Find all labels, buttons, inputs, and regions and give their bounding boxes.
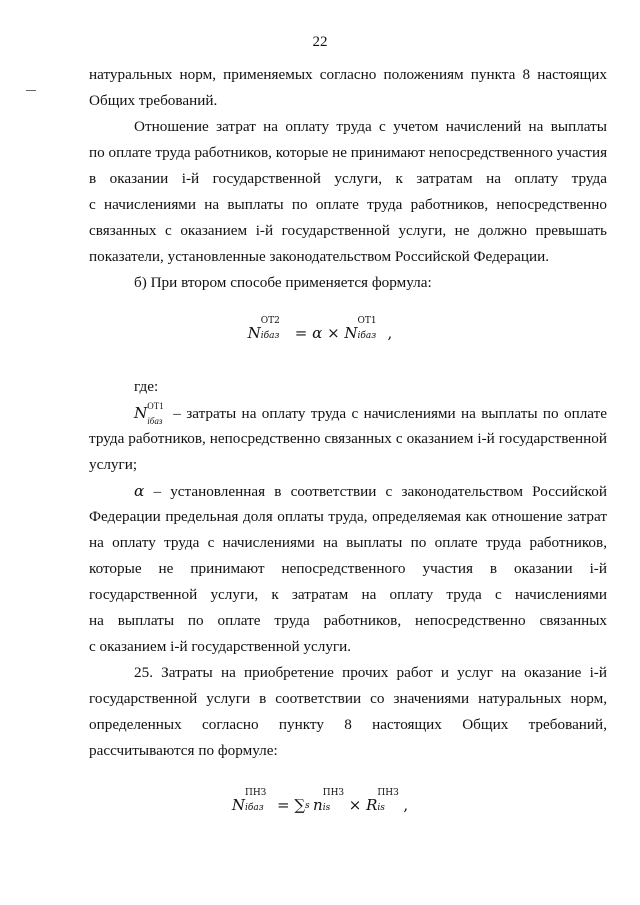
text-line: труда работников, непосредственно связанных с оказанием i-й государственной [89, 430, 607, 447]
paragraph-first-line: б) При втором способе применяется формула: [134, 274, 432, 291]
formula-punctuation: , [387, 324, 393, 342]
paragraph-first-line: 25. Затраты на приобретение прочих работ и услуг на оказание i-й [134, 664, 607, 681]
formula-superscript: ОТ2 [260, 316, 280, 326]
text-line: которые не принимают непосредственного участия в оказании i-й [89, 560, 607, 577]
text-line: на оплату труда с начислениями на выплаты по оплате труда работников, [89, 534, 607, 551]
formula-superscript: ОТ1 [147, 401, 164, 411]
formula-subscript: iбаз [260, 331, 280, 341]
text-line: определенных согласно пункту 8 настоящих Общих требований, [89, 716, 607, 733]
text-line: с оказанием i-й государственной услуги. [89, 638, 352, 655]
text-line: на выплаты по оплате труда работников, непосредственно связанных [89, 612, 607, 629]
formula-punctuation: , [403, 796, 409, 814]
formula-subscript: is [322, 803, 331, 813]
definition-text: – установленная в соответствии с законодательством Российской [153, 483, 608, 500]
formula-superscript: ПНЗ [322, 788, 345, 798]
definition-line [134, 401, 607, 426]
formula-subscript: iбаз [147, 416, 163, 426]
formula-1 [0, 316, 640, 342]
formula-operator: = [276, 796, 290, 814]
formula-symbol: N [231, 796, 245, 814]
formula-subscript: iбаз [357, 331, 377, 341]
formula-operator: × [348, 796, 362, 814]
formula-symbol: N [344, 324, 358, 342]
formula-symbol: α [312, 324, 323, 342]
formula-subscript: s [305, 801, 310, 811]
formula-2 [0, 788, 640, 814]
definition-line [134, 482, 607, 501]
formula-operator: = [294, 324, 308, 342]
formula-superscript: ПНЗ [244, 788, 267, 798]
formula-symbol: N [247, 324, 261, 342]
formula-superscript: ОТ1 [357, 316, 377, 326]
formula-superscript: ПНЗ [377, 788, 399, 798]
text-line: по оплате труда работников, которые не принимают непосредственного участия [89, 144, 608, 161]
text-line: связанных с оказанием i-й государственной услуги, не должно превышать [89, 222, 607, 239]
formula-sum-sign: ∑ [294, 796, 306, 814]
text-line: услуги; [89, 456, 138, 473]
formula-subscript: iбаз [244, 803, 264, 813]
text-line: показатели, установленные законодательством Российской Федерации. [89, 248, 550, 265]
text-line: Общих требований. [89, 92, 218, 109]
text-line: рассчитываются по формуле: [89, 742, 278, 759]
text-line: государственной услуги, к затратам на оплату труда с начислениями [89, 586, 607, 603]
paragraph-first-line: Отношение затрат на оплату труда с учетом начислений на выплаты [134, 118, 607, 135]
text-line: государственной услуги в соответствии со значениями натуральных норм, [89, 690, 607, 707]
formula-symbol: α [134, 482, 145, 500]
where-label: где: [134, 378, 159, 395]
formula-symbol: R [366, 796, 378, 814]
text-line: Федерации предельная доля оплаты труда, определяемая как отношение затрат [89, 508, 607, 525]
margin-mark [26, 90, 36, 91]
text-line: натуральных норм, применяемых согласно положениям пункта 8 настоящих [89, 66, 607, 83]
page-number: 22 [312, 34, 328, 50]
formula-subscript: is [377, 803, 385, 813]
formula-symbol: n [313, 796, 323, 814]
formula-symbol: N [134, 404, 148, 422]
definition-text: – затраты на оплату труда с начислениями на выплаты по оплате [173, 405, 607, 422]
text-line: в оказании i-й государственной услуги, к затратам на оплату труда [89, 170, 607, 187]
text-line: с начислениями на выплаты по оплате труда работников, непосредственно [89, 196, 607, 213]
formula-operator: × [327, 324, 340, 342]
